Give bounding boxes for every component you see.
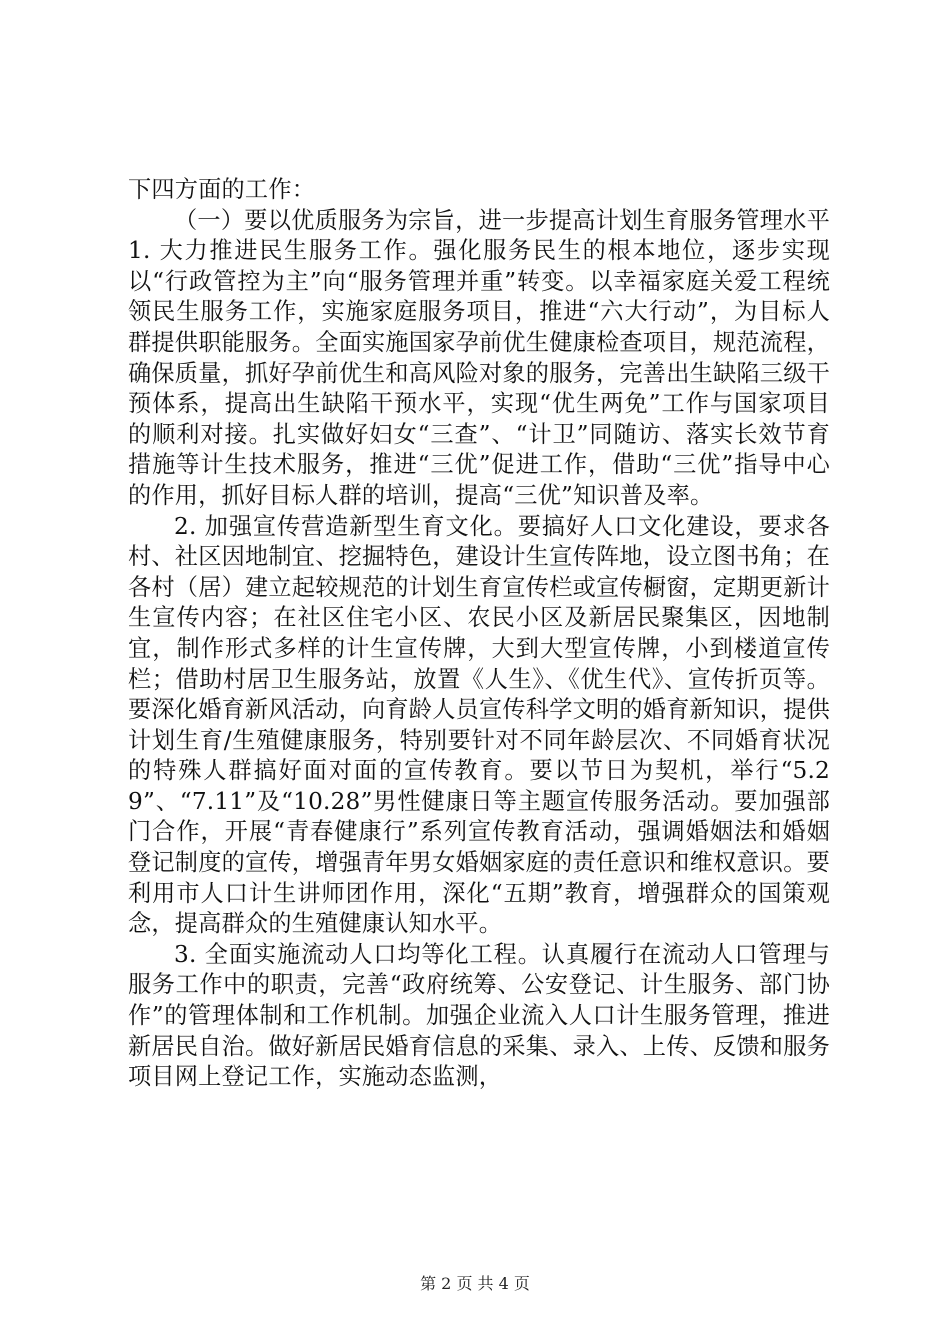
document-body [128,175,830,1093]
paragraph-item-two: 2. 加强宣传营造新型生育文化。要搞好人口文化建设，要求各村、社区因地制宜、挖掘特色，建设计生宣传阵地，设立图书角；在各村（居）建立起较规范的计划生育宣传栏或宣传橱窗，定期更新计生宣传内容；在社区住宅小区、农民小区及新居民聚集区，因地制宜，制作形式多样的计生宣传牌，大到大型宣传牌，小到楼道宣传栏；借助村居卫生服务站，放置《人生》、《优生代》、宣传折页等。要深化婚育新风活动，向育龄人员宣传科学文明的婚育新知识，提供计划生育/生殖健康服务，特别要针对不同年龄层次、不同婚育状况的特殊人群搞好面对面的宣传教育。要以节日为契机，举行“5.29”、“7.11”及“10.28”男性健康日等主题宣传服务活动。要加强部门合作，开展“青春健康行”系列宣传教育活动，强调婚姻法和婚姻登记制度的宣传，增强青年男女婚姻家庭的责任意识和维权意识。要利用市人口计生讲师团作用，深化“五期”教育，增强群众的国策观念，提高群众的生殖健康认知水平。 [128,512,830,938]
page-footer: 第 2 页 共 4 页 [420,1274,530,1293]
paragraph-section-one: （一）要以优质服务为宗旨，进一步提高计划生育服务管理水平 1. 大力推进民生服务工作。强化服务民生的根本地位，逐步实现以“行政管控为主”向“服务管理并重”转变。以幸福家庭关爱工程统领民生服务工作，实施家庭服务项目，推进“六大行动”，为目标人群提供职能服务。全面实施国家孕前优生健康检查项目，规范流程，确保质量，抓好孕前优生和高风险对象的服务，完善出生缺陷三级干预体系，提高出生缺陷干预水平，实现“优生两免”工作与国家项目的顺利对接。扎实做好妇女“三查”、“计卫”同随访、落实长效节育措施等计生技术服务，推进“三优”促进工作，借助“三优”指导中心的作用，抓好目标人群的培训，提高“三优”知识普及率。 [128,206,830,509]
paragraph-item-three: 3. 全面实施流动人口均等化工程。认真履行在流动人口管理与服务工作中的职责，完善“政府统筹、公安登记、计生服务、部门协作”的管理体制和工作机制。加强企业流入人口计生服务管理，推进新居民自治。做好新居民婚育信息的采集、录入、上传、反馈和服务项目网上登记工作，实施动态监测， [128,940,830,1091]
paragraph-continuation: 下四方面的工作： [128,176,316,203]
